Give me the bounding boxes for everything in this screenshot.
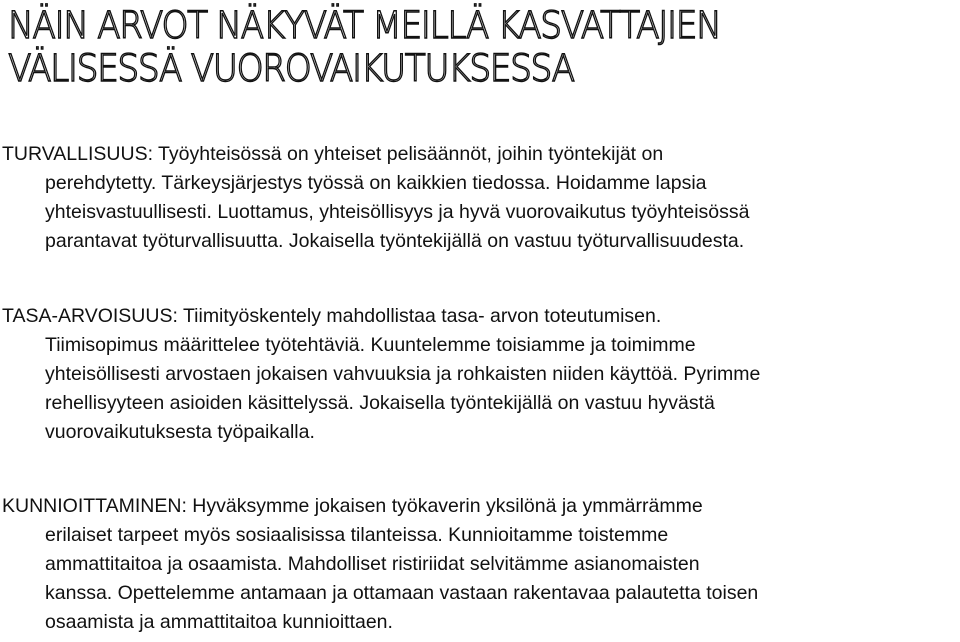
section-tasa-arvoisuus-line-5: vuorovaikutuksesta työpaikalla. [45, 421, 315, 443]
section-turvallisuus [0, 140, 958, 256]
section-kunnioittaminen [0, 492, 960, 637]
page-title [8, 4, 720, 90]
section-kunnioittaminen-line-5: osaamista ja ammattitaitoa kunnioittaen. [45, 611, 393, 633]
section-kunnioittaminen-line-2: erilaiset tarpeet myös sosiaalisissa tilanteissa. Kunnioitamme toistemme [45, 524, 669, 546]
page-title-line-1: NÄIN ARVOT NÄKYVÄT MEILLÄ KASVATTAJIEN [8, 4, 721, 47]
section-tasa-arvoisuus-line-2: Tiimisopimus määrittelee työtehtäviä. Kuuntelemme toisiamme ja toimimme [45, 334, 696, 356]
section-tasa-arvoisuus [0, 302, 960, 447]
section-tasa-arvoisuus-line-3: yhteisöllisesti arvostaen jokaisen vahvuuksia ja rohkaisten niiden käyttöä. Pyrimme [45, 363, 761, 385]
section-tasa-arvoisuus-line-1: TASA-ARVOISUUS: Tiimityöskentely mahdollistaa tasa- arvon toteutumisen. [2, 305, 662, 327]
section-tasa-arvoisuus-line-4: rehellisyyteen asioiden käsittelyssä. Jokaisella työntekijällä on vastuu hyvästä [45, 392, 715, 414]
section-turvallisuus-line-3: yhteisvastuullisesti. Luottamus, yhteisöllisyys ja hyvä vuorovaikutus työyhteisössä [45, 201, 750, 223]
page-title-line-2: VÄLISESSÄ VUOROVAIKUTUKSESSA [8, 47, 574, 90]
section-turvallisuus-line-4: parantavat työturvallisuutta. Jokaisella työntekijällä on vastuu työturvallisuudesta. [45, 230, 745, 252]
section-turvallisuus-line-1: TURVALLISUUS: Työyhteisössä on yhteiset pelisäännöt, joihin työntekijät on [2, 143, 664, 165]
section-kunnioittaminen-line-1: KUNNIOITTAMINEN: Hyväksymme jokaisen työkaverin yksilönä ja ymmärrämme [2, 495, 703, 517]
section-kunnioittaminen-line-4: kanssa. Opettelemme antamaan ja ottamaan vastaan rakentavaa palautetta toisen [45, 582, 759, 604]
section-turvallisuus-line-2: perehdytetty. Tärkeysjärjestys työssä on kaikkien tiedossa. Hoidamme lapsia [45, 172, 707, 194]
section-kunnioittaminen-line-3: ammattitaitoa ja osaamista. Mahdolliset ristiriidat selvitämme asianomaisten [45, 553, 700, 575]
